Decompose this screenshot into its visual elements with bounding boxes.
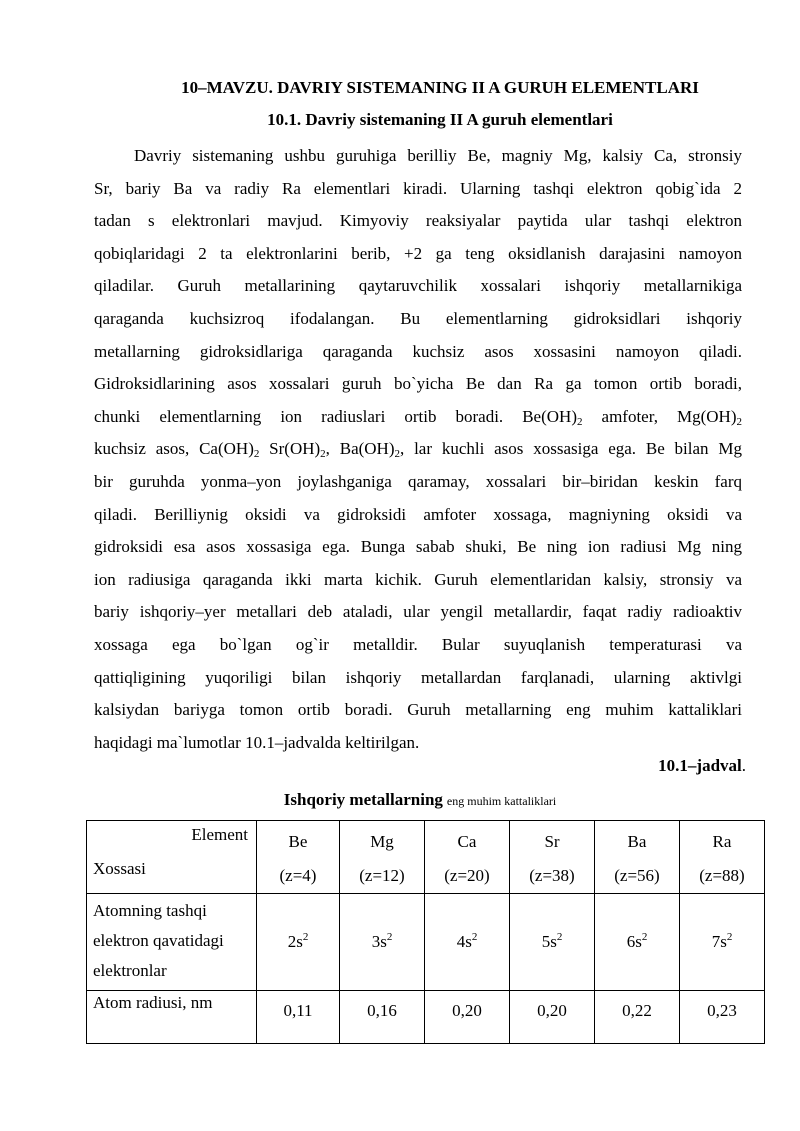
paragraph-line: kuchsiz asos, $Ca(OH)_2$ $Sr(OH)_2$, $Ba(OH)_2$, lar kuchli asos xossasiga ega. Be bilan Mg	[94, 439, 742, 461]
paragraph-line: chunki elementlarning ion radiuslari ortib boradi. $Be(OH)_2$ amfoter, $Mg(OH)_2$	[94, 406, 742, 428]
paragraph-line: kalsiydan bariyga tomon ortib boradi. Guruh metallarning eng muhim kattaliklari	[94, 700, 742, 720]
element-header-ba: Ba (z=56)	[595, 821, 680, 894]
table-number: 10.1–jadval.	[658, 756, 746, 775]
table-cell: $5s^2$	[510, 894, 595, 991]
properties-table	[86, 820, 765, 1044]
paragraph-line: Sr, bariy Ba va radiy Ra elementlari kiradi. Ularning tashqi elektron qobig`ida 2	[94, 178, 742, 198]
element-header-sr: Sr (z=38)	[510, 821, 595, 894]
paragraph-line: xossaga ega bo`lgan og`ir metalldir. Bular suyuqlanish temperaturasi va	[94, 634, 742, 654]
row-label-electron-config: Atomning tashqi elektron qavatidagi elektronlar	[87, 894, 257, 991]
corner-cell: Element Xossasi	[87, 821, 257, 894]
table-cell: 0,23	[680, 991, 765, 1044]
table-cell: $2s^2$	[257, 894, 340, 991]
table-row-atom-radius	[87, 991, 765, 1044]
paragraph-line: tadan s elektronlari mavjud. Kimyoviy reaksiyalar paytida ular tashqi elektron	[94, 211, 742, 231]
element-header-ca: Ca (z=20)	[425, 821, 510, 894]
table-cell: 0,20	[425, 991, 510, 1044]
paragraph-line: ion radiusiga qaraganda ikki marta kichik. Guruh elementlaridan kalsiy, stronsiy va	[94, 569, 742, 589]
element-header-ra: Ra (z=88)	[680, 821, 765, 894]
paragraph-line: Gidroksidlarining asos xossalari guruh bo`yicha Be dan Ra ga tomon ortib boradi,	[94, 374, 742, 394]
paragraph-line: bir guruhda yonma–yon joylashganiga qaramay, xossalari bir–biridan keskin farq	[94, 471, 742, 491]
table-header-row	[87, 821, 765, 894]
paragraph-line: qiladilar. Guruh metallarining qaytaruvchilik xossalari ishqoriy metallarnikiga	[94, 276, 742, 296]
paragraph-line: metallarning gidroksidlariga qaraganda kuchsiz asos xossasini namoyon qiladi.	[94, 341, 742, 361]
topic-title: 10–MAVZU. DAVRIY SISTEMANING II A GURUH ELEMENTLARI	[181, 78, 699, 97]
table-row-electron-config	[87, 894, 765, 991]
row-label-atom-radius: Atom radiusi, nm	[87, 991, 257, 1044]
table-cell: $4s^2$	[425, 894, 510, 991]
table-cell: 0,11	[257, 991, 340, 1044]
paragraph-line: gidroksidi esa asos xossasiga ega. Bunga sabab shuki, Be ning ion radiusi Mg ning	[94, 537, 742, 557]
table-cell: $7s^2$	[680, 894, 765, 991]
table-cell: 0,22	[595, 991, 680, 1044]
section-title: 10.1. Davriy sistemaning II A guruh elementlari	[267, 110, 613, 129]
element-header-be: Be (z=4)	[257, 821, 340, 894]
element-header-mg: Mg (z=12)	[340, 821, 425, 894]
paragraph-line: qiladi. Berilliynig oksidi va gidroksidi amfoter xossaga, magniyning oksidi va	[94, 504, 742, 524]
paragraph-line: qattiqligining yuqoriligi bilan ishqoriy metallardan farqlanadi, ularning aktivlgi	[94, 667, 742, 687]
table-cell: $6s^2$	[595, 894, 680, 991]
table-caption: Ishqoriy metallarning eng muhim kattaliklari	[283, 790, 557, 809]
paragraph-line: qobiqlaridagi 2 ta elektronlarini berib, +2 ga teng oksidlanish darajasini namoyon	[94, 243, 742, 263]
table-cell: 0,20	[510, 991, 595, 1044]
body-paragraph	[94, 140, 742, 759]
paragraph-line: bariy ishqoriy–yer metallari deb ataladi, ular yengil metallardir, faqat radiy radioaktiv	[94, 602, 742, 622]
table-cell: $3s^2$	[340, 894, 425, 991]
paragraph-line: qaraganda kuchsizroq ifodalangan. Bu elementlarning gidroksidlari ishqoriy	[94, 308, 742, 328]
paragraph-line: Davriy sistemaning ushbu guruhiga berilliy Be, magniy Mg, kalsiy Ca, stronsiy	[134, 146, 742, 165]
table-cell: 0,16	[340, 991, 425, 1044]
paragraph-line: haqidagi ma`lumotlar 10.1–jadvalda keltirilgan.	[94, 732, 420, 752]
